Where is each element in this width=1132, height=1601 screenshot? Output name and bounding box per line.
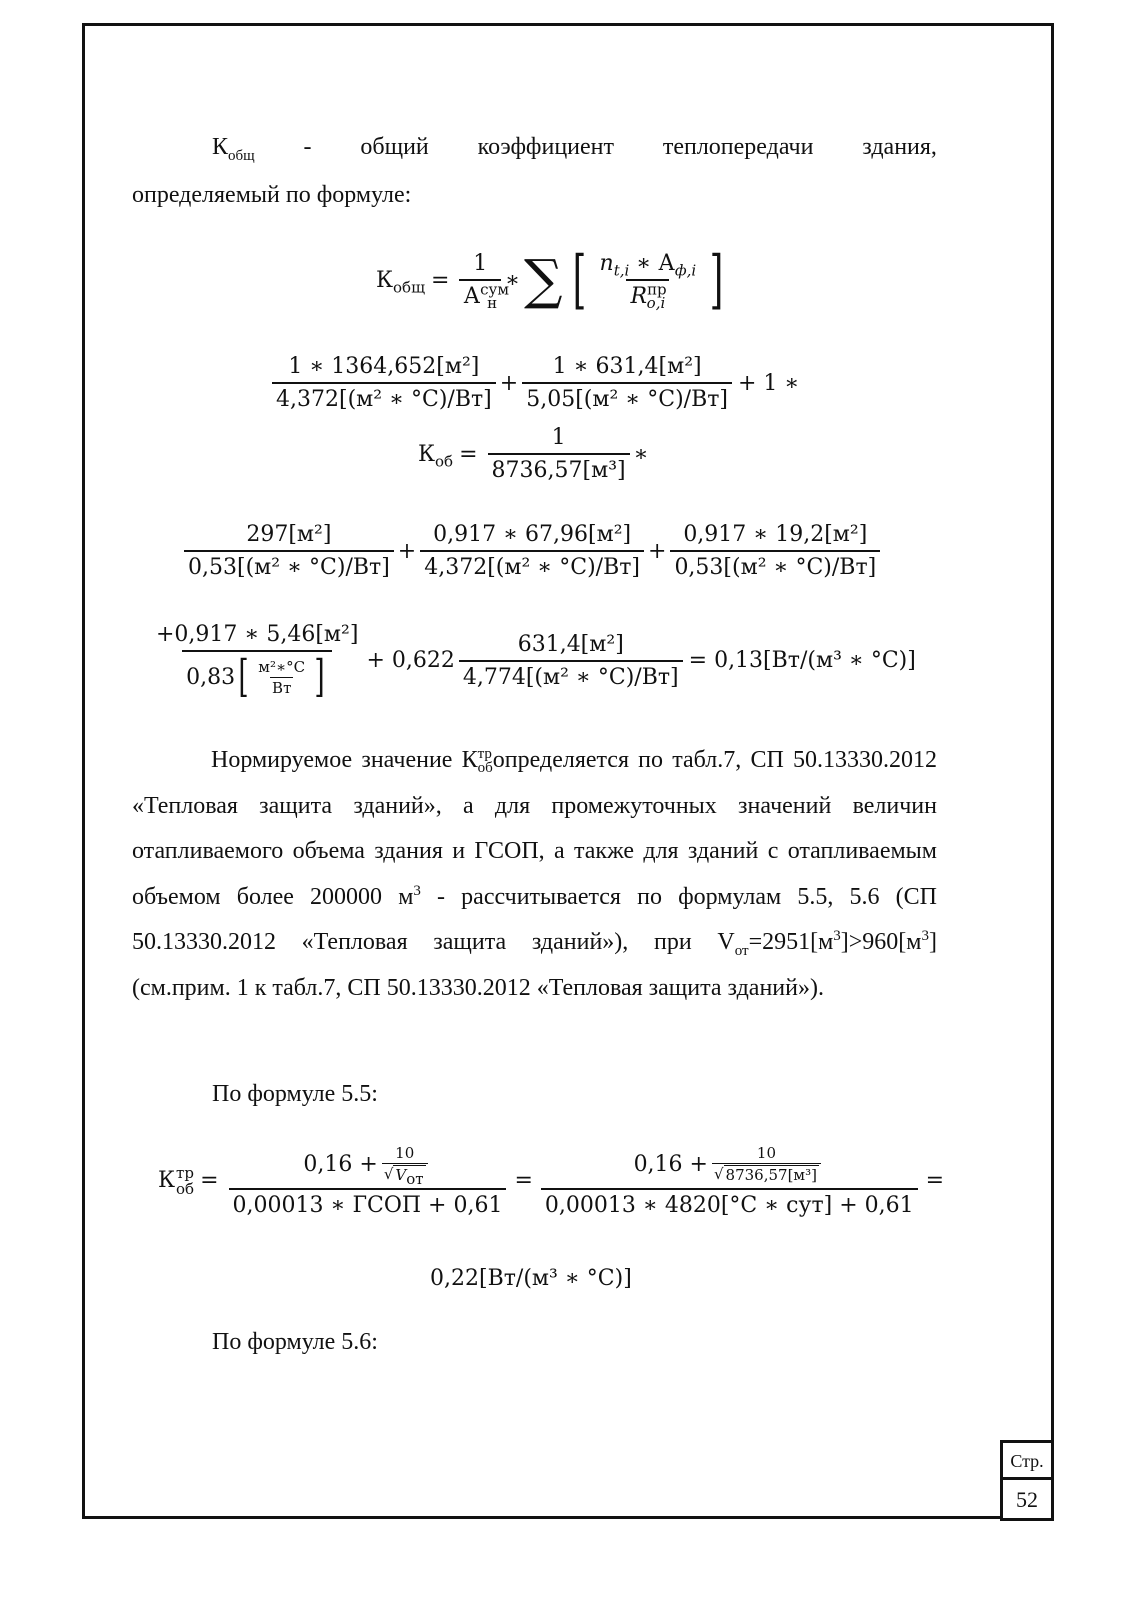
formula-5-5-result: 0,22[Вт/(м³ ∗ °C)] (430, 1266, 632, 1291)
formula1-lhs: $К_{общ}$ (376, 267, 426, 296)
formula-5-5-label: По формуле 5.5: (212, 1081, 378, 1107)
formula1-fraction: $\frac{1}{А^{сум}_н}$ (459, 251, 501, 309)
formula2-row-1: $\frac{\text{1 ∗ 1364,652[м²]}}{\text{4,372[(м² ∗ °C)/Вт]}}$ + $\frac{\text{1 ∗ 631,4[м²]}}{\text{5,05[(м² ∗ °C)/Вт]}}$ + 1 ∗ (268, 354, 799, 412)
formula-k-total: $К_{общ}$ = $\frac{1}{А^{сум}_н}$ ∗ ∑ [ $\frac{n_{t,i} ∗ А_{ф,i}}{R^{пр}_{o,i}}$ ] (376, 243, 724, 317)
page-number-box (1000, 1477, 1054, 1521)
formula2-row-4: +0,917 ∗ 5,46[м²] 0,83 [ $\frac{\text{м²∗°C}}{Вт}$ ] + 0,622 $\frac{\text{631,4[м²]}}{\text{4,774[(м² ∗ °C)/Вт]}}$ = 0,13[Вт/(м³ ∗ °C)] (156, 622, 916, 702)
word-4: здания, (862, 134, 937, 160)
formula-5-6-label: По формуле 5.6: (212, 1329, 378, 1355)
k-total-symbol: $К_{общ}$ (212, 134, 255, 164)
word-1: общий (360, 134, 429, 160)
paragraph-2: Нормируемое значение К тр об определяется по табл.7, СП 50.13330.2012 «Тепловая защита зданий», а для промежуточных значений величин отапливаемого объема здания и ГСОП, а также для зданий с отапливаемым объемом более 200000 $м^3$ - рассчитывается по формулам 5.5, 5.6 (СП 50.13330.2012 «Тепловая защита зданий»), при $V_{от}=2951[м^3]>960[м^3]$ (см.прим. 1 к табл.7, СП 50.13330.2012 «Тепловая защита зданий»). (132, 746, 937, 1001)
formula-5-5: К тр об = 0,16 + 10 √ $V_{от}$ 0,00013 ∗ ГСОП + 0,61 = 0,16 + 10 √ 8736,57[м³] 0,00013 ∗ 4820[°C ∗ сут] + 0,61 = (158, 1144, 945, 1218)
formula1-inner-fraction: $\frac{n_{t,i} ∗ А_{ф,i}}{R^{пр}_{o,i}}$ (599, 251, 697, 313)
word-2: коэффициент (477, 134, 614, 160)
formula2-row-3: $\frac{\text{297[м²]}}{\text{0,53[(м² ∗ °C)/Вт]}}$ + $\frac{\text{0,917 ∗ 67,96[м²]}}{\text{4,372[(м² ∗ °C)/Вт]}}$ + $\frac{\text{0,917 ∗ 19,2[м²]}}{\text{0,53[(м² ∗ °C)/Вт]}}$ (180, 522, 884, 580)
paragraph-1-line-1 (212, 134, 937, 164)
page-number: 52 (1016, 1487, 1038, 1512)
word-3: теплопередачи (662, 134, 814, 160)
formula2-row-2: $К_{об}$ = $\frac{1}{\text{8736,57[м³]}}$ ∗ (418, 425, 649, 483)
paragraph-1-line-2: определяемый по формуле: (132, 182, 412, 208)
dash: - (303, 134, 312, 160)
page-label-box (1000, 1440, 1054, 1480)
page-label: Стр. (1010, 1451, 1044, 1471)
sum-symbol: ∑ (524, 248, 563, 311)
